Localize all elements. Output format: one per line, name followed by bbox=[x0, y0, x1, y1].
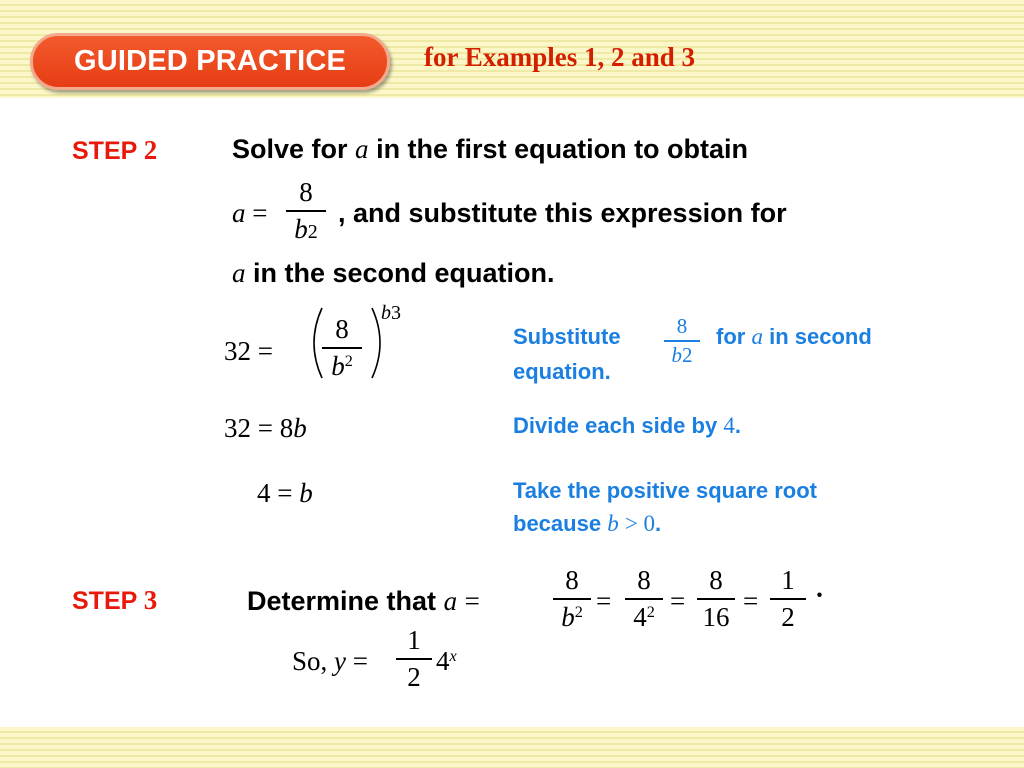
fraction-bar bbox=[553, 598, 591, 600]
step-3-fraction-4-numerator: 1 bbox=[781, 565, 795, 595]
footer-band bbox=[0, 727, 1024, 768]
equation-1-lhs: 32 = bbox=[224, 336, 273, 366]
step-3-fraction-2-numerator: 8 bbox=[637, 565, 651, 595]
step-2-line-1-prefix: Solve for bbox=[232, 134, 348, 164]
step-2-line-1-var: a bbox=[355, 134, 369, 164]
so-numerator: 1 bbox=[407, 625, 421, 655]
so-line-lhs bbox=[292, 646, 368, 677]
equation-1-numerator: 8 bbox=[335, 314, 349, 344]
fraction-bar bbox=[396, 658, 432, 660]
fraction-bar bbox=[625, 598, 663, 600]
equation-1-denominator-exp: 2 bbox=[344, 351, 353, 370]
equation-2-var: b bbox=[293, 413, 307, 443]
equation-1-denominator-var: b bbox=[331, 350, 345, 381]
step-3-number: 3 bbox=[143, 585, 158, 615]
equation-2-note-value: 4 bbox=[723, 413, 735, 438]
step-3-var: a bbox=[443, 586, 458, 616]
equation-1-note-denominator-var: b bbox=[671, 342, 682, 367]
equation-1-outer-exponent bbox=[381, 302, 401, 325]
step-3-fraction-1-denominator-var: b bbox=[561, 601, 575, 632]
so-denominator: 2 bbox=[407, 661, 421, 692]
step-2-line-2-var: a bbox=[232, 198, 246, 228]
step-3-end-dot: · bbox=[815, 580, 825, 610]
equation-2 bbox=[224, 413, 307, 444]
step-3-fraction-2 bbox=[625, 565, 663, 633]
equation-3-note-end: . bbox=[655, 511, 662, 536]
step-3-equals-2: = bbox=[670, 586, 686, 616]
so-base: 4 bbox=[436, 646, 450, 676]
equation-1-note-line-2: equation. bbox=[513, 359, 611, 384]
so-exponent: x bbox=[449, 647, 457, 666]
equation-1-note-line-1 bbox=[513, 324, 621, 350]
fraction-bar bbox=[697, 598, 735, 600]
equation-1-note-fraction bbox=[664, 314, 700, 368]
step-3-fraction-1-numerator: 8 bbox=[565, 565, 579, 595]
so-var: y bbox=[334, 646, 347, 676]
step-2-label bbox=[72, 135, 157, 166]
step-2-line-2-denominator-var: b bbox=[294, 213, 308, 244]
equation-1-outer-var: b bbox=[381, 302, 391, 324]
step-3-fraction-3-denominator: 16 bbox=[702, 601, 730, 632]
equation-1-note-var: a bbox=[751, 324, 763, 349]
equation-2-note-prefix: Divide each side by bbox=[513, 413, 718, 438]
step-3-equals-3: = bbox=[743, 586, 759, 616]
equation-3-note-var: b bbox=[607, 511, 619, 536]
so-fraction bbox=[396, 625, 432, 693]
equation-1-note-mid: for bbox=[716, 324, 746, 349]
guided-practice-badge: GUIDED PRACTICE bbox=[30, 33, 390, 90]
equation-1-note-suffix: in second bbox=[769, 324, 872, 349]
step-3-label bbox=[72, 585, 157, 616]
equation-3-var: b bbox=[299, 478, 313, 508]
step-3-equals-1: = bbox=[596, 586, 612, 616]
equation-3-note-prefix: because bbox=[513, 511, 602, 536]
equation-1-note-denominator-exp: 2 bbox=[682, 342, 693, 367]
equation-2-note bbox=[513, 413, 741, 439]
equation-1-note-prefix: Substitute bbox=[513, 324, 621, 349]
step-3-fraction-4 bbox=[770, 565, 806, 633]
equation-1-outer-exp: 3 bbox=[391, 302, 401, 324]
equation-2-text: 32 = 8 bbox=[224, 413, 294, 443]
equation-1-note-numerator: 8 bbox=[676, 314, 688, 338]
step-3-text-line bbox=[247, 586, 480, 617]
step-2-word: STEP bbox=[72, 137, 137, 165]
equation-3-text: 4 = bbox=[257, 478, 293, 508]
step-2-line-2-lhs bbox=[232, 198, 267, 229]
step-3-fraction-3 bbox=[697, 565, 735, 633]
step-3-fraction-3-numerator: 8 bbox=[709, 565, 723, 595]
so-eq: = bbox=[352, 646, 368, 676]
step-2-line-2-denominator-exp: 2 bbox=[307, 220, 318, 243]
fraction-bar bbox=[664, 340, 700, 342]
equation-2-note-end: . bbox=[734, 413, 741, 438]
step-3-fraction-2-denominator-exp: 2 bbox=[646, 602, 655, 621]
equation-3-note-line-2 bbox=[513, 511, 661, 537]
step-2-line-2-eq: = bbox=[252, 198, 268, 228]
step-2-line-1 bbox=[232, 134, 748, 165]
step-2-line-2-suffix: , and substitute this expression for bbox=[338, 198, 787, 228]
step-3-word: STEP bbox=[72, 587, 137, 615]
equation-3-note-relation: > 0 bbox=[624, 511, 656, 536]
step-2-line-3-var: a bbox=[232, 258, 246, 288]
so-prefix: So, bbox=[292, 646, 328, 676]
step-3-fraction-1 bbox=[553, 565, 591, 633]
step-3-fraction-4-denominator: 2 bbox=[781, 601, 795, 632]
equation-3 bbox=[257, 478, 313, 509]
step-2-number: 2 bbox=[143, 135, 158, 165]
header-subtitle: for Examples 1, 2 and 3 bbox=[424, 42, 696, 72]
step-2-line-2-fraction bbox=[286, 177, 326, 245]
step-2-line-2-numerator: 8 bbox=[299, 177, 313, 207]
equation-1-note-line-1-rest bbox=[716, 324, 872, 350]
equation-3-note-line-1: Take the positive square root bbox=[513, 478, 818, 503]
step-2-line-1-suffix: in the first equation to obtain bbox=[376, 134, 749, 164]
fraction-bar bbox=[286, 210, 326, 212]
step-2-line-3 bbox=[232, 258, 555, 289]
fraction-bar bbox=[770, 598, 806, 600]
step-3-fraction-1-denominator-exp: 2 bbox=[574, 602, 583, 621]
equation-1-fraction bbox=[322, 314, 362, 382]
step-3-eq: = bbox=[464, 586, 480, 616]
step-3-text: Determine that bbox=[247, 586, 437, 616]
so-power bbox=[436, 646, 457, 677]
step-3-fraction-2-denominator-base: 4 bbox=[633, 601, 647, 632]
step-2-line-3-suffix: in the second equation. bbox=[253, 258, 555, 288]
fraction-bar bbox=[322, 347, 362, 349]
